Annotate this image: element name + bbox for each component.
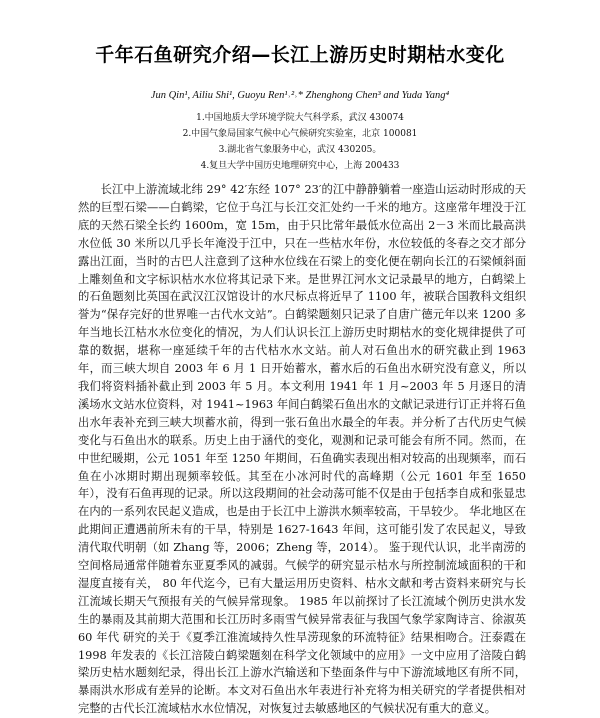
affiliation-3: 3.湖北省气象服务中心，武汉 430205。	[218, 145, 382, 155]
affiliation-list	[0, 110, 600, 174]
paper-title: 千年石鱼研究介绍—长江上游历史时期枯水变化	[95, 44, 505, 66]
body-section	[78, 181, 526, 718]
body-paragraph: 长江中上游流域北纬 29° 42′东经 107° 23′的江中静静躺着一座造山运动时形成的天然的巨型石梁——白鹤梁，它位于乌江与长江交汇处约一千米的地方。这座常年埋没于江底的天然石梁全长约 1600m，宽 15m，由于只比常年最低水位高出 2－3 米而比最高洪水位低 30 米所以几乎长年淹没于江中，只在一些枯水年份，水位较低的冬春之交才部分露出江面，当时的古巴人注意到了这种水位线在石梁上的变化便在朝向长江的石梁倾斜面上雕刻鱼和文字标识枯水水位将其记录下来。是世界江河水文记录最早的地方，白鹤梁上的石鱼题刻比英国在武汉江汉馆设计的水尺标点将近早了 1100 年，被联合国教科文组织誉为“保存完好的世界唯一古代水文站”。白鹤梁题刻只记录了自唐广德元年以来 1200 多年当地长江枯水水位变化的情况，为人们认识长江上游历史时期枯水的变化规律提供了可靠的数据，堪称一座延续千年的古代枯水水文站。前人对石鱼出水的研究截止到 1963 年，而三峡大坝自 2003 年 6 月 1 日开始蓄水，蓄水后的石鱼出水研究没有意义，所以我们将资料插补截止到 2003 年 5 月。本文利用 1941 年 1 月~2003 年 5 月逐日的清溪场水文站水位资料，对 1941~1963 年间白鹤梁石鱼出水的文献记录进行订正并将石鱼出水年表补充到三峡大坝蓄水前，得到一张石鱼出水最全的年表。并分析了古代历史气候变化与石鱼出水的联系。历史上由于涵代的变化，观测和记录可能会有所不同。然而，在中世纪暖期，公元 1051 年至 1250 年期间，石鱼确实表现出相对较高的出现频率，而石鱼在小冰期时期出现频率较低。其至在小冰河时代的高峰期（公元 1601 年至 1650 年），没有石鱼再现的记录。所以这段期间的社会动荡可能不仅是由于包括李自成和张显忠在内的一系列农民起义造成，也是由于长江中上游洪水频率较高，干旱较少。 华北地区在此期间正遭遇前所未有的干旱，特别是 1627-1643 年间，这可能引发了农民起义，导致清代取代明朝（如 Zhang 等，2006；Zheng 等，2014）。 鉴于现代认识，北半南涝的空间格局通常伴随着东亚夏季风的减弱。气候学的研究显示枯水与所控制流域面积的干和湿度直接有关， 80 年代迄今，已有大量运用历史资料、枯水文献和考古资料来研究与长江流域长期天气预报有关的气候异常现象。 1985 年以前探讨了长江流域个例历史洪水发生的暴雨及其前期大范围和长江历时多雨雪气候异常表征与我国气象学家陶诗言、徐淑英 60 年代 研究的关于《夏季江淮流域持久性旱涝现象的环流特征》结果相吻合。汪泰霞在 1998 年发表的《长江涪陵白鹤梁题刻在科学文化领域中的应用》一文中应用了涪陵白鹤梁历史枯水题刻纪录，得出长江上游水汽输送和下垫面条件与中下游流域地区有所不同，暴雨洪水形成有差异的论断。本文对石鱼出水年表进行补充将为相关研究的学者提供相对完整的古代长江流域枯水水位情况，对恢复过去敏感地区的气候状况有重大的意义。	[78, 183, 526, 716]
author-list: Jun Qin¹, Ailiu Shi¹, Guoyu Ren¹˒²˒* Zhenghong Chen³ and Yuda Yang⁴	[150, 90, 450, 101]
affiliation-4: 4.复旦大学中国历史地理研究中心，上海 200433	[200, 161, 400, 171]
affiliation-1: 1.中国地质大学环境学院大气科学系，武汉 430074	[196, 113, 404, 123]
affiliation-2: 2.中国气象局国家气候中心气候研究实验室，北京 100081	[182, 129, 418, 139]
